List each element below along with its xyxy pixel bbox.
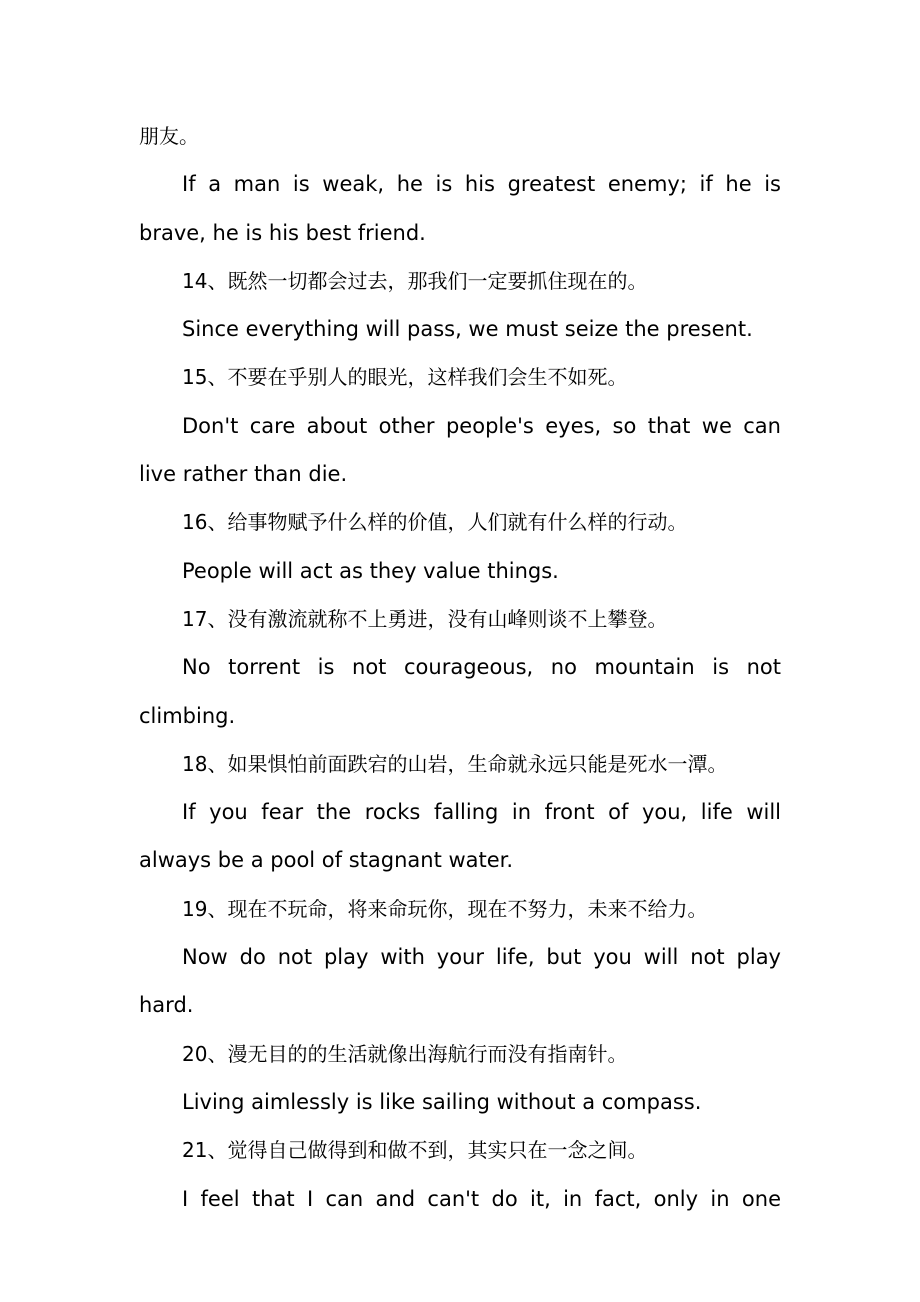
quote-15: 15、不要在乎别人的眼光，这样我们会生不如死。 <box>182 365 628 390</box>
quote-translation-18: If you fear the rocks falling in front of you, life will always be a pool of stagnant water. <box>139 800 781 873</box>
quote-translation-16: People will act as they value things. <box>182 558 559 583</box>
text-column <box>139 112 781 1223</box>
quote-17: 17、没有激流就称不上勇进，没有山峰则谈不上攀登。 <box>182 606 668 631</box>
quote-20: 20、漫无目的的生活就像出海航行而没有指南针。 <box>182 1041 628 1066</box>
quote-translation-21: I feel that I can and can't do it, in fact, only in one <box>182 1186 781 1211</box>
quote-21: 21、觉得自己做得到和做不到，其实只在一念之间。 <box>182 1138 648 1163</box>
quote-19: 19、现在不玩命，将来命玩你，现在不努力，未来不给力。 <box>182 896 708 921</box>
quote-18: 18、如果惧怕前面跌宕的山岩，生命就永远只能是死水一潭。 <box>182 751 728 776</box>
quote-translation-19: Now do not play with your life, but you will not play hard. <box>139 945 781 1018</box>
quote-14: 14、既然一切都会过去，那我们一定要抓住现在的。 <box>182 268 648 293</box>
quote-translation-13: If a man is weak, he is his greatest enemy; if he is brave, he is his best friend. <box>139 172 781 245</box>
quote-16: 16、给事物赋予什么样的价值，人们就有什么样的行动。 <box>182 510 688 535</box>
quote-translation-17: No torrent is not courageous, no mountain is not climbing. <box>139 655 781 728</box>
quote-translation-15: Don't care about other people's eyes, so that we can live rather than die. <box>139 413 781 487</box>
paragraph-continuation: 朋友。 <box>139 124 199 148</box>
quote-translation-20: Living aimlessly is like sailing without a compass. <box>182 1089 702 1114</box>
quote-translation-14: Since everything will pass, we must seize the present. <box>182 317 753 342</box>
